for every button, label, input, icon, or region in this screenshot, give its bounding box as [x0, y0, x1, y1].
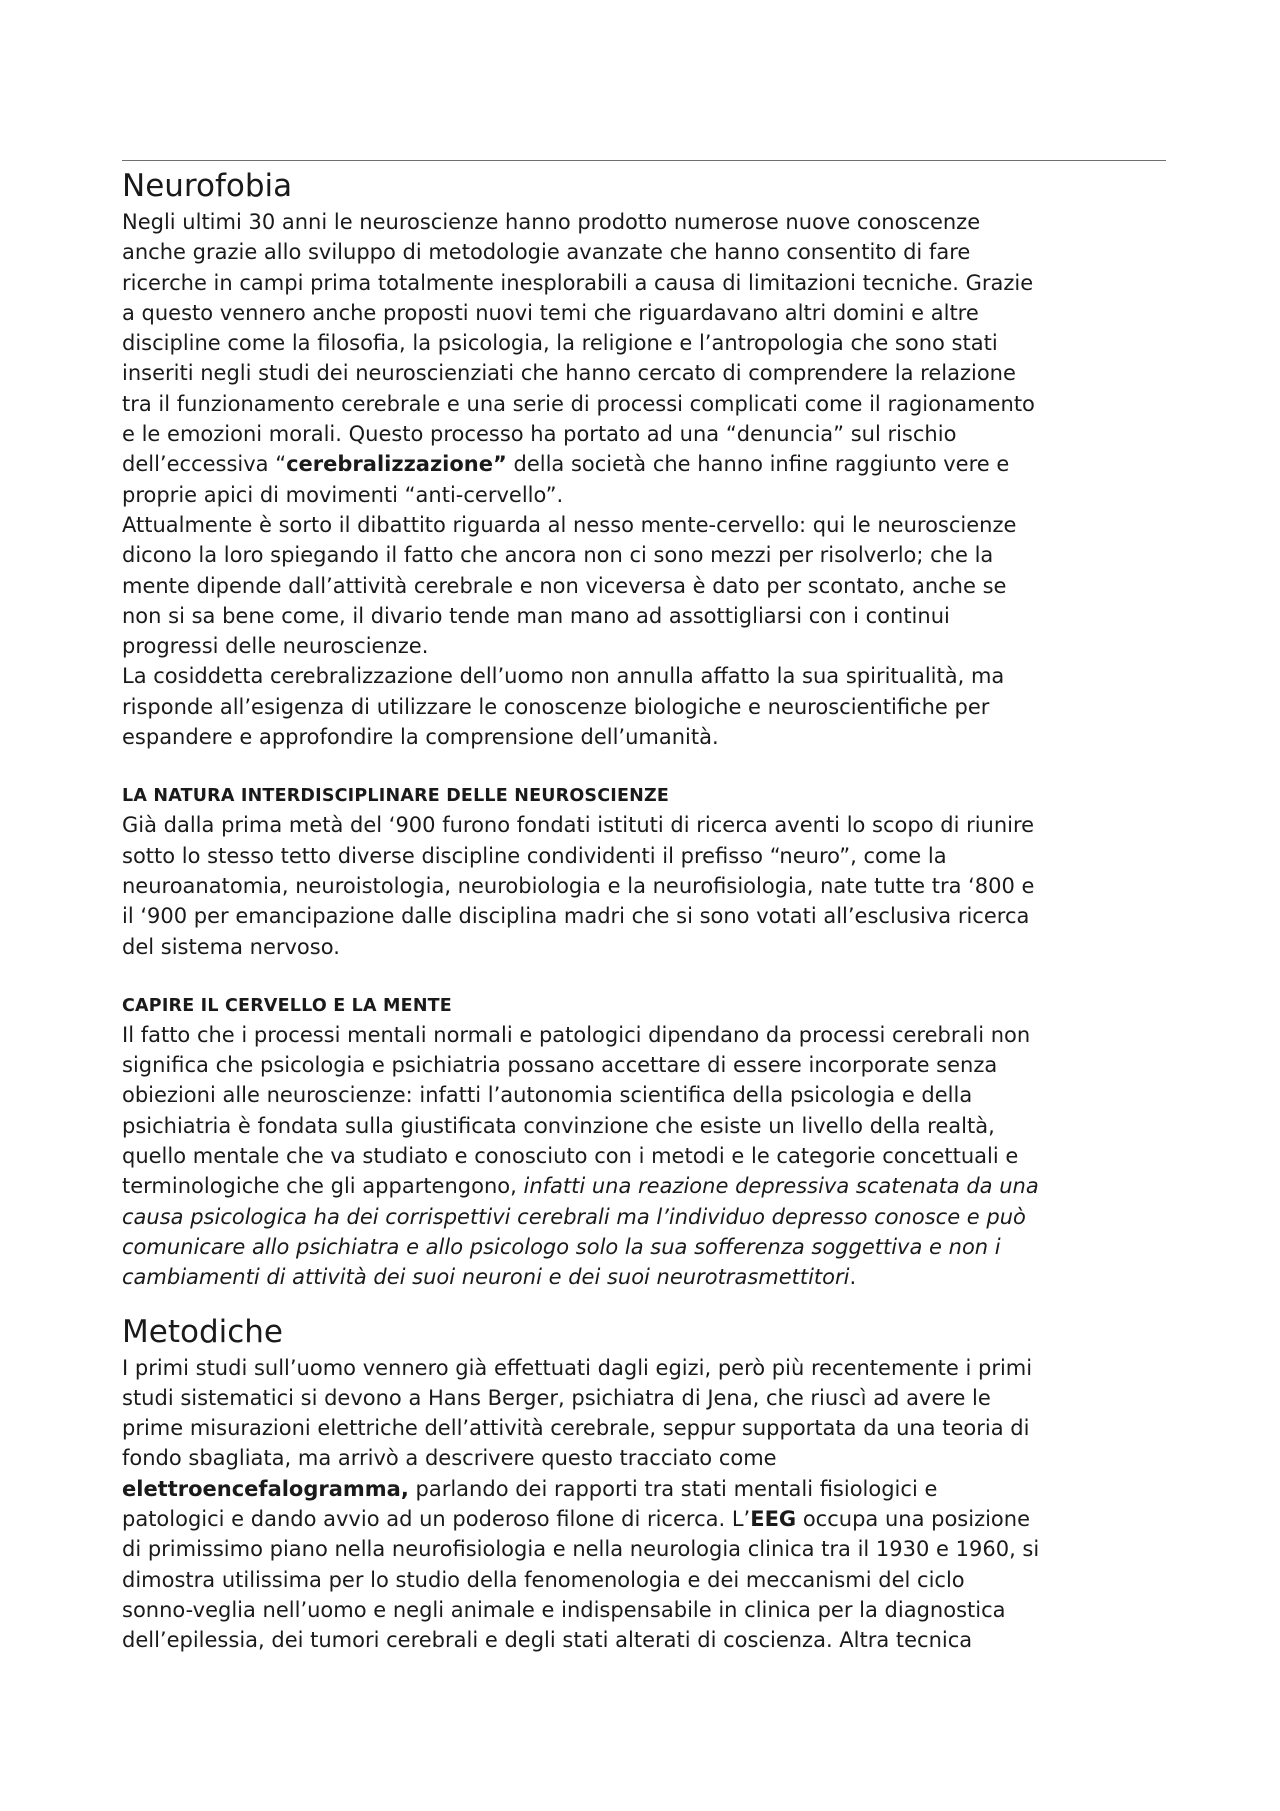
paragraph-neurofobia-2: Attualmente è sorto il dibattito riguarda al nesso mente-cervello: qui le neuroscienze dicono la loro spiegando il fatto che ancora non ci sono mezzi per risolverlo; che la mente dipende dall’attività cerebrale e non viceversa è dato per scontato, anche se non si sa bene come, il divario tende man mano ad assottigliarsi con i continui progressi delle neuroscienze.	[122, 512, 1017, 659]
bold-term-cerebralizzazione: cerebralizzazione”	[286, 452, 507, 477]
paragraph-neurofobia-3: La cosiddetta cerebralizzazione dell’uomo non annulla affatto la sua spiritualità, ma risponde all’esigenza di utilizzare le conoscenze biologiche e neuroscientifiche per espandere e approfondire la comprensione dell’umanità.	[122, 664, 1005, 750]
document-page	[122, 160, 1166, 1655]
section-title-metodiche: Metodiche	[122, 1313, 283, 1350]
spacer	[122, 752, 1166, 782]
paragraph-capire: Il fatto che i processi mentali normali e patologici dipendano da processi cerebrali non significa che psicologia e psichiatria possano accettare di essere incorporate senza obiezioni alle neuroscienze: infatti l’autonomia scientifica della psicologia e della psichiatria è fondata sulla giustificata convinzione che esiste un livello della realtà, quello mentale che va studiato e conosciuto con i metodi e le categorie concettuali e terminologiche che gli appartengono, infatti una reazione depressiva scatenata da una causa psicologica ha dei corrispettivi cerebrali ma l’individuo depresso conosce e può comunicare allo psichiatra e allo psicologo solo la sua sofferenza soggettiva e non i cambiamenti di attività dei suoi neuroni e dei suoi neurotrasmettitori.	[122, 1022, 1039, 1290]
bold-term-elettroencefalogramma: elettroencefalogramma,	[122, 1476, 409, 1501]
paragraph-natura: Già dalla prima metà del ‘900 furono fondati istituti di ricerca aventi lo scopo di riunire sotto lo stesso tetto diverse discipline condividenti il prefisso “neuro”, come la neuroanatomia, neuroistologia, neurobiologia e la neurofisiologia, nate tutte tra ‘800 e il ‘900 per emancipazione dalle disciplina madri che si sono votati all’esclusiva ricerca del sistema nervoso.	[122, 813, 1035, 959]
section-title-neurofobia: Neurofobia	[122, 168, 293, 204]
top-divider	[122, 160, 1166, 161]
spacer	[122, 962, 1166, 992]
bold-term-eeg: EEG	[750, 1506, 797, 1531]
italic-passage-start: infatti una reazione depressiva scatenata da una	[523, 1174, 1039, 1199]
paragraph-neurofobia-1: Negli ultimi 30 anni le neuroscienze hanno prodotto numerose nuove conoscenze anche grazie allo sviluppo di metodologie avanzate che hanno consentito di fare ricerche in campi prima totalmente inesplorabili a causa di limitazioni tecniche. Grazie a questo vennero anche proposti nuovi temi che riguardavano altri domini e altre discipline come la filosofia, la psicologia, la religione e l’antropologia che sono stati inseriti negli studi dei neuroscienziati che hanno cercato di comprendere la relazione tra il funzionamento cerebrale e una serie di processi complicati come il ragionamento e le emozioni morali. Questo processo ha portato ad una “denuncia” sul rischio dell’eccessiva “cerebralizzazione” della società che hanno infine raggiunto vere e proprie apici di movimenti “anti-cervello”.	[122, 210, 1035, 507]
paragraph-metodiche: I primi studi sull’uomo vennero già effettuati dagli egizi, però più recentemente i primi studi sistematici si devono a Hans Berger, psichiatra di Jena, che riuscì ad avere le prime misurazioni elettriche dell’attività cerebrale, seppur supportata da una teoria di fondo sbagliata, ma arrivò a descrivere questo tracciato come elettroencefalogramma, parlando dei rapporti tra stati mentali fisiologici e patologici e dando avvio ad un poderoso filone di ricerca. L’EEG occupa una posizione di primissimo piano nella neurofisiologia e nella neurologia clinica tra il 1930 e 1960, si dimostra utilissima per lo studio della fenomenologia e dei meccanismi del ciclo sonno-veglia nell’uomo e negli animale e indispensabile in clinica per la diagnostica dell’epilessia, dei tumori cerebrali e degli stati alterati di coscienza. Altra tecnica	[122, 1355, 1040, 1653]
subheading-natura-interdisciplinare: LA NATURA INTERDISCIPLINARE DELLE NEUROSCIENZE	[122, 786, 669, 807]
subheading-capire-cervello: CAPIRE IL CERVELLO E LA MENTE	[122, 995, 452, 1016]
